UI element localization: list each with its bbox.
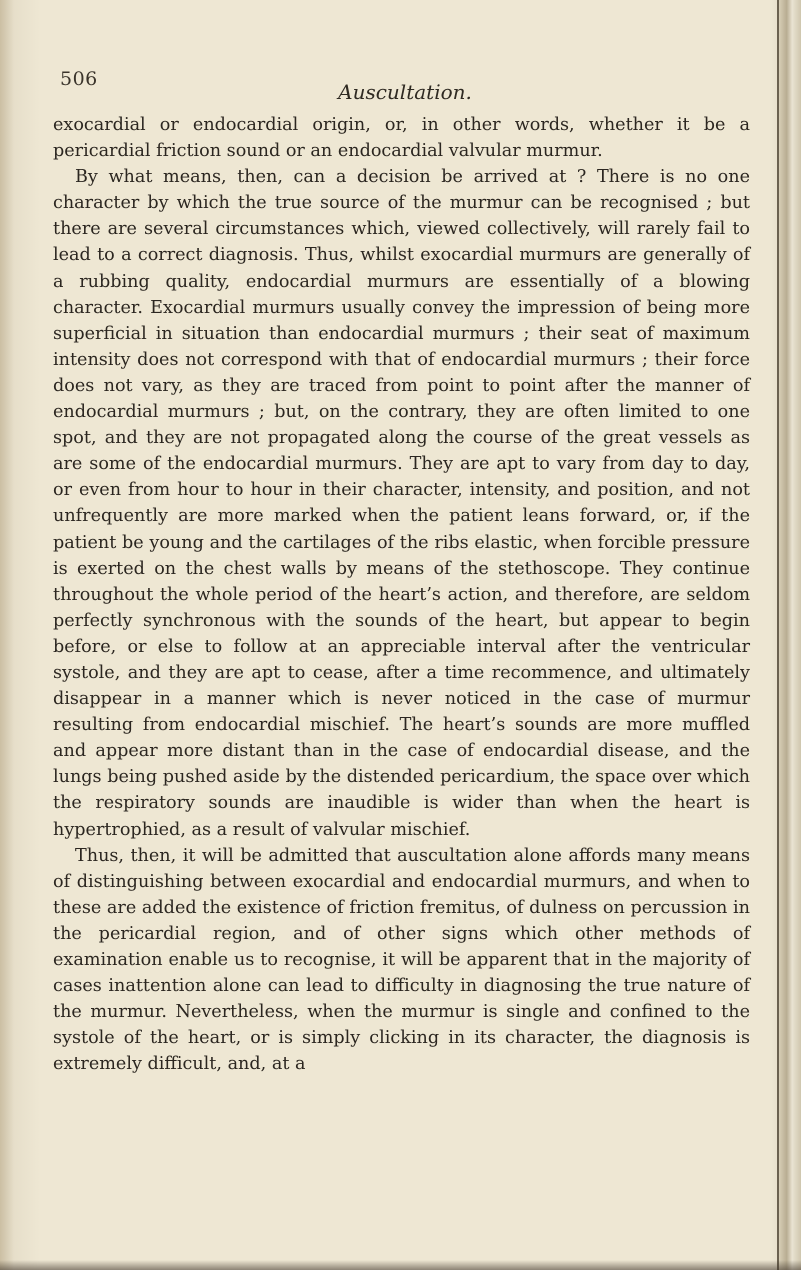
paragraph-continued: exocardial or endocardial origin, or, in other words, whether it be a pericardial friction sound or an endocardial valvular murmur. [53, 115, 750, 162]
page-number: 506 [60, 68, 98, 90]
paragraph: Thus, then, it will be admitted that auscultation alone affords many means of distinguishing between exocardial and endocardial murmurs, and when to these are added the existence of friction fremitus, of dulness on percussion in the pericardial region, and of other signs which other methods of examination enable us to recognise, it will be apparent that in the majority of cases inattention alone can lead to difficulty in diagnosing the true nature of the murmur. Nevertheless, when the murmur is single and confined to the systole of the heart, or is simply clicking in its character, the diagnosis is extremely difficult, and, at a [53, 845, 750, 1075]
bottom-page-edge [0, 1260, 801, 1270]
gutter-shadow [0, 0, 14, 1270]
page-header [60, 68, 750, 108]
running-title: Auscultation. [338, 80, 472, 104]
paragraph: By what means, then, can a decision be arrived at ? There is no one character by which the true source of the murmur can be recognised ; but there are several circumstances which, viewed collectively, will rarely fail to lead to a correct diagnosis. Thus, whilst exocardial murmurs are generally of a rubbing quality, endocardial murmurs are essentially of a blowing character. Exocardial murmurs usually convey the impression of being more superficial in situation than endocardial murmurs ; their seat of maximum intensity does not correspond with that of endocardial murmurs ; their force does not vary, as they are traced from point to point after the manner of endocardial murmurs ; but, on the contrary, they are often limited to one spot, and they are not propagated along the course of the great vessels as are some of the endocardial murmurs. They are apt to vary from day to day, or even from hour to hour in their character, intensity, and position, and not unfrequently are more marked when the patient leans forward, or, if the patient be young and the cartilages of the ribs elastic, when forcible pressure is exerted on the chest walls by means of the stethoscope. They continue throughout the whole period of the heart’s action, and therefore, are seldom perfectly synchronous with the sounds of the heart, but appear to begin before, or else to follow at an appreciable interval after the ventricular systole, and they are apt to cease, after a time recommence, and ultimately disappear in a manner which is never noticed in the case of murmur resulting from endocardial mischief. The heart’s sounds are more muffled and appear more distant than in the case of endocardial disease, and the lungs being pushed aside by the distended pericardium, the space over which the respiratory sounds are inaudible is wider than when the heart is hypertrophied, as a result of valvular mischief. [53, 167, 750, 840]
body-text [53, 112, 750, 1077]
page-edge [777, 0, 801, 1270]
